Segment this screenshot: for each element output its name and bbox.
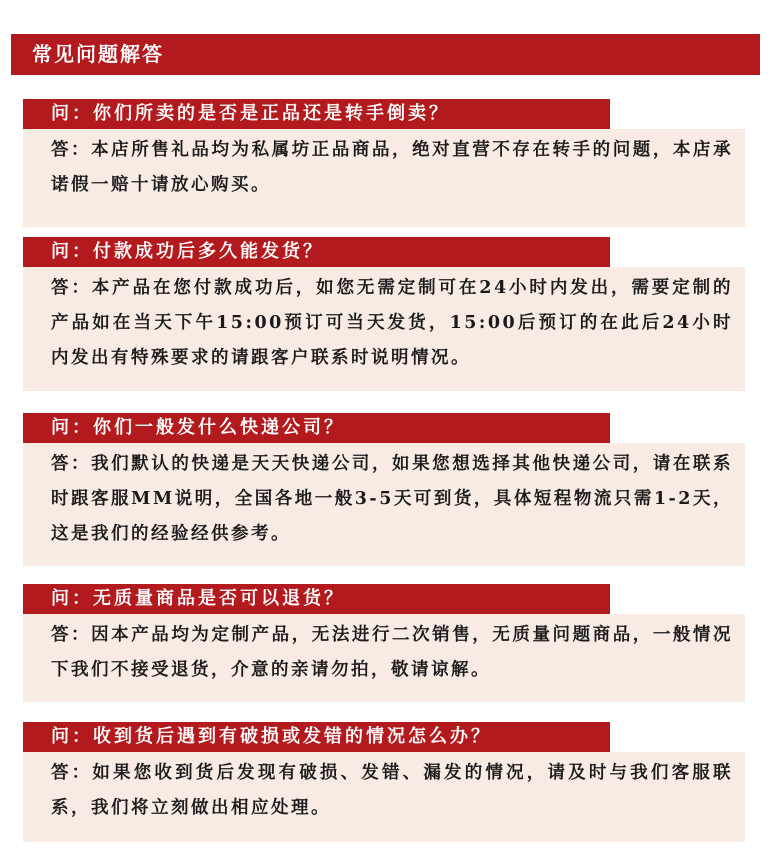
faq-answer: 答：因本产品均为定制产品，无法进行二次销售，无质量问题商品，一般情况下我们不接受退货，介意的亲请勿拍，敬请谅解。 <box>23 614 745 702</box>
faq-question: 问：无质量商品是否可以退货？ <box>23 584 610 614</box>
faq-item-courier <box>23 413 745 566</box>
faq-question: 问：收到货后遇到有破损或发错的情况怎么办？ <box>23 722 610 752</box>
faq-question: 问：你们所卖的是否是正品还是转手倒卖？ <box>23 99 610 129</box>
faq-answer: 答：如果您收到货后发现有破损、发错、漏发的情况，请及时与我们客服联系，我们将立刻做出相应处理。 <box>23 752 745 842</box>
faq-answer: 答：本产品在您付款成功后，如您无需定制可在24小时内发出，需要定制的产品如在当天下午15:00预订可当天发货，15:00后预订的在此后24小时内发出有特殊要求的请跟客户联系时说明情况。 <box>23 267 745 391</box>
faq-item-returns <box>23 584 745 702</box>
faq-answer: 答：我们默认的快递是天天快递公司，如果您想选择其他快递公司，请在联系时跟客服MM说明，全国各地一般3-5天可到货，具体短程物流只需1-2天，这是我们的经验经供参考。 <box>23 443 745 566</box>
faq-question: 问：付款成功后多久能发货？ <box>23 237 610 267</box>
faq-question: 问：你们一般发什么快递公司？ <box>23 413 610 443</box>
page-title: 常见问题解答 <box>11 34 760 75</box>
faq-item-damaged <box>23 722 745 842</box>
faq-item-shipping-time <box>23 237 745 391</box>
faq-answer: 答：本店所售礼品均为私属坊正品商品，绝对直营不存在转手的问题，本店承诺假一赔十请放心购买。 <box>23 129 745 227</box>
faq-item-genuine <box>23 99 745 227</box>
